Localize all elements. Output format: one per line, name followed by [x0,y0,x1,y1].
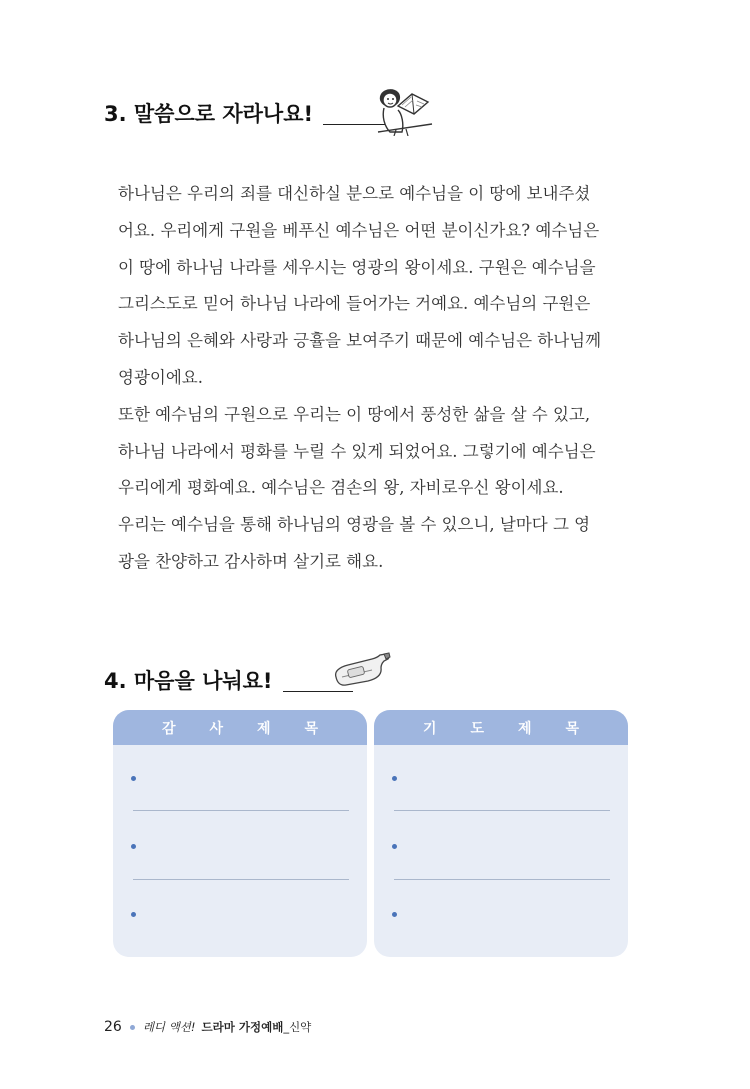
header-char: 목 [304,720,319,737]
prayer-card-header [374,710,628,745]
thanks-card [113,710,367,957]
section-title-share [104,665,353,695]
bullet-icon [131,776,136,781]
body-line: 하나님은 우리의 죄를 대신하실 분으로 예수님을 이 땅에 보내주셨 [118,184,591,203]
page-number: 26 [104,1019,122,1035]
section-title-text: 3. 말씀으로 자라나요! [104,102,314,126]
write-line [394,810,610,811]
book-title-sub: _신약 [283,1020,312,1034]
write-line [133,810,349,811]
bullet-icon [392,844,397,849]
body-line: 광을 찬양하고 감사하며 살기로 해요. [118,551,384,571]
header-char: 목 [565,720,580,737]
book-title-bold: 드라마 가정예배 [201,1020,284,1034]
header-char: 감 [161,720,176,737]
bullet-icon [392,776,397,781]
body-line: 하나님의 은혜와 사랑과 긍휼을 보여주기 때문에 예수님은 하나님께 [118,331,602,351]
header-char: 제 [518,720,532,737]
bullet-icon [131,912,136,917]
dot-icon [130,1025,135,1030]
body-line: 영광이에요. [118,367,203,387]
header-char: 제 [257,720,271,737]
bullet-icon [392,912,397,917]
section-title-grow [104,98,389,128]
header-char: 도 [470,720,484,737]
section-title-text: 4. 마음을 나눠요! [104,669,273,693]
page-footer [104,1019,311,1035]
bottle-illustration [332,651,392,691]
write-line [394,879,610,880]
thanks-card-header [113,710,367,745]
prayer-card [374,710,628,957]
body-line: 그리스도로 믿어 하나님 나라에 들어가는 거예요. 예수님의 구원은 [118,294,591,314]
body-line: 하나님 나라에서 평화를 누릴 수 있게 되었어요. 그렇기에 예수님은 [118,441,596,461]
header-char: 기 [422,720,437,737]
write-line [133,879,349,880]
body-line: 이 땅에 하나님 나라를 세우시는 영광의 왕이세요. 구원은 예수님을 [118,257,596,277]
book-title-italic: 레디 액션! [142,1020,196,1034]
body-line: 우리는 예수님을 통해 하나님의 영광을 볼 수 있으니, 날마다 그 영 [118,515,591,535]
body-line: 어요. 우리에게 구원을 베푸신 예수님은 어떤 분이신가요? 예수님은 [118,220,600,240]
body-line: 우리에게 평화예요. 예수님은 겸손의 왕, 자비로우신 왕이세요. [118,478,564,498]
body-line: 또한 예수님의 구원으로 우리는 이 땅에서 풍성한 삶을 살 수 있고, [118,404,591,424]
header-char: 사 [209,720,223,737]
bullet-icon [131,844,136,849]
body-text [118,176,638,581]
girl-reading-illustration [372,86,438,140]
